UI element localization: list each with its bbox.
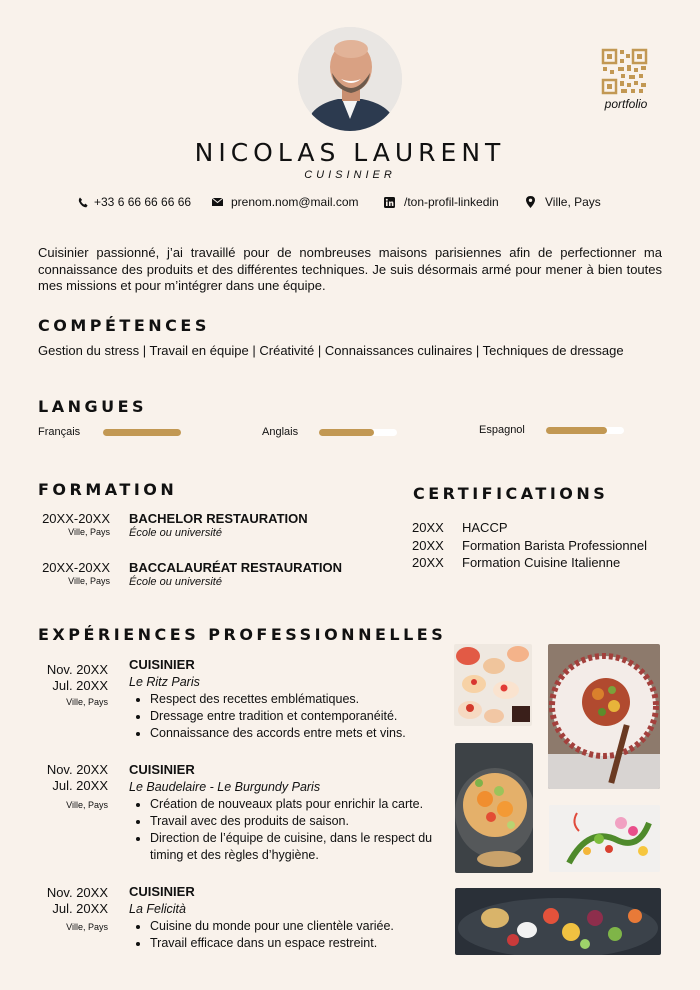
education-place: Ville, Pays [68,576,110,586]
experience-end: Jul. 20XX [52,678,108,693]
experience-entry [129,657,429,742]
linkedin-text: /ton-profil-linkedin [404,195,499,209]
job-title: CUISINIER [304,169,396,181]
list-item: • Travail avec des produits de saison. [150,813,434,830]
phone-text: +33 6 66 66 66 66 [94,195,192,209]
list-item: • Travail efficace dans un espace restreint. [150,935,429,952]
certification-name: HACCP [462,520,508,535]
phone-icon [78,197,88,208]
language-level-bar [546,427,624,434]
certification-item [412,555,647,573]
list-item: • Direction de l’équipe de cuisine, dans le respect du timing et des règles d’hygiène. [150,830,434,864]
experience-bullets [129,691,429,742]
list-item: • Connaissance des accords entre mets et vins. [150,725,429,742]
experience-place: Ville, Pays [66,697,108,707]
education-school: École ou université [129,527,222,539]
experience-company: Le Baudelaire - Le Burgundy Paris [129,780,321,794]
experience-start: Nov. 20XX [46,662,108,677]
experience-place: Ville, Pays [66,922,108,932]
experience-entry [129,762,434,864]
experience-bullets [129,796,434,864]
certification-name: Formation Cuisine Italienne [462,555,621,570]
language-level-bar [319,429,397,436]
certifications-list [412,520,647,573]
education-date: 20XX-20XX [42,511,110,526]
profile-photo [298,27,402,131]
contact-linkedin[interactable] [384,195,499,209]
linkedin-icon [384,197,395,208]
education-place: Ville, Pays [68,527,110,537]
certification-year: 20XX [412,537,444,553]
envelope-icon [212,198,223,206]
experience-role: CUISINIER [129,762,195,777]
experience-company: Le Ritz Paris [129,675,200,689]
experience-place: Ville, Pays [66,800,108,810]
qr-code-icon[interactable] [601,48,648,95]
food-photo-plated-dish [548,644,660,789]
portfolio-label: portfolio [604,97,648,111]
language-name: Français [38,426,81,438]
list-item: • Dressage entre tradition et contemporanéité. [150,708,429,725]
experience-start: Nov. 20XX [46,762,108,777]
list-item: • Création de nouveaux plats pour enrichir la carte. [150,796,434,813]
certifications-heading: CERTIFICATIONS [413,484,609,503]
candidate-name: NICOLAS LAURENT [194,138,506,167]
experience-start: Nov. 20XX [46,885,108,900]
skills-heading: COMPÉTENCES [38,316,210,335]
education-degree: BACCALAURÉAT RESTAURATION [129,560,343,575]
food-photo-tart [455,743,533,873]
food-photo-petits-fours [454,644,532,726]
location-text: Ville, Pays [545,195,601,209]
contact-phone[interactable] [78,195,191,209]
education-school: École ou université [129,576,222,588]
language-name: Anglais [262,426,299,438]
experience-heading: EXPÉRIENCES PROFESSIONNELLES [38,625,447,644]
skills-text: Gestion du stress | Travail en équipe | Créativité | Connaissances culinaires | Techniques de dressage [38,343,624,358]
experience-role: CUISINIER [129,657,195,672]
list-item: • Cuisine du monde pour une clientèle variée. [150,918,429,935]
experience-entry [129,884,429,952]
experience-bullets [129,918,429,952]
education-degree: BACHELOR RESTAURATION [129,511,308,526]
food-photo-vegetables [455,888,661,955]
education-date: 20XX-20XX [42,560,110,575]
certification-item [412,538,647,556]
location-pin-icon [526,196,535,208]
experience-end: Jul. 20XX [52,901,108,916]
experience-company: La Felicità [129,902,186,916]
profile-summary: Cuisinier passionné, j’ai travaillé pour de nombreuses maisons parisiennes afin de perfectionner ma connaissance des produits et des différentes techniques. Je suis désormais armé pour mener à bien toutes mes missions et pour m’intégrer dans une équipe. [38,245,662,293]
language-name: Espagnol [479,424,525,436]
food-photo-salad [549,805,660,872]
certification-year: 20XX [412,520,444,535]
list-item: • Respect des recettes emblématiques. [150,691,429,708]
email-text: prenom.nom@mail.com [231,195,359,209]
language-level-bar [103,429,181,436]
certification-item [412,520,647,538]
certification-year: 20XX [412,555,444,570]
contact-location [526,195,601,209]
certification-name: Formation Barista Professionnel [462,537,647,553]
experience-role: CUISINIER [129,884,195,899]
contact-email[interactable] [212,195,359,209]
experience-end: Jul. 20XX [52,778,108,793]
languages-heading: LANGUES [38,397,148,416]
education-heading: FORMATION [38,480,178,499]
